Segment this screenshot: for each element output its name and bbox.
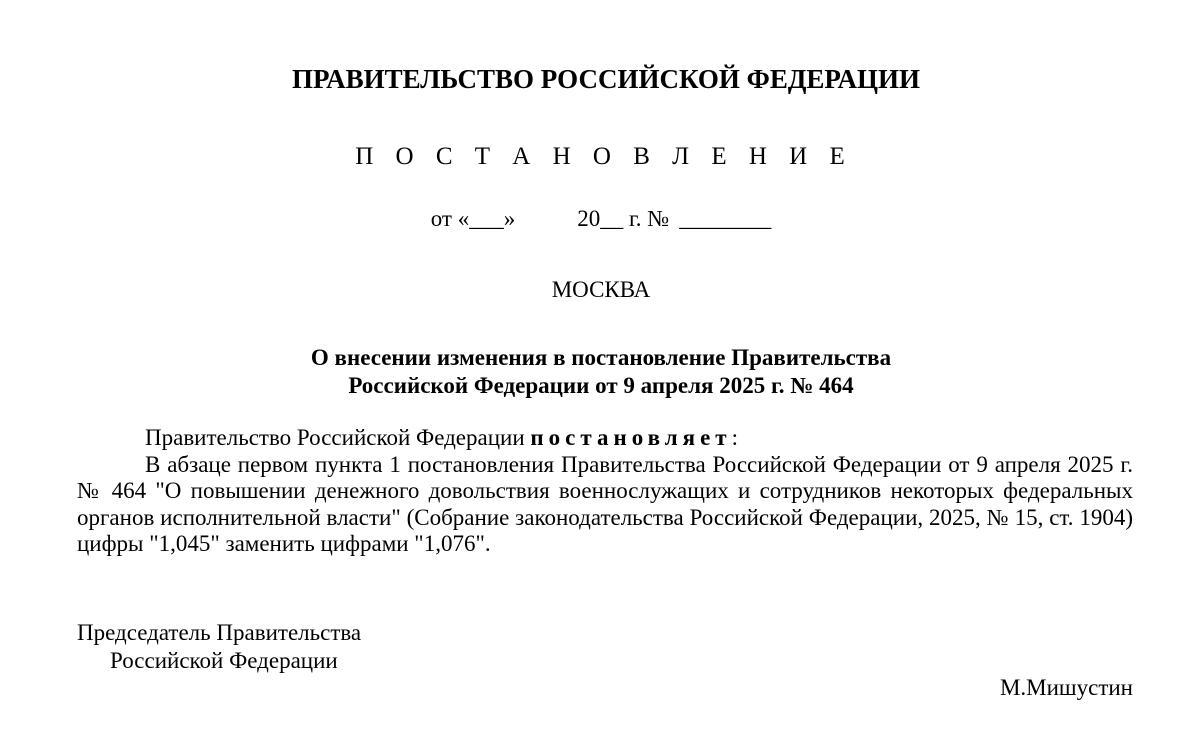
date-line	[0, 205, 1202, 233]
position-line-1: Председатель Правительства	[77, 620, 362, 645]
date-year: 20__ г. №	[577, 206, 670, 231]
date-from: от «___»	[430, 206, 516, 231]
intro-paragraph	[77, 425, 1133, 452]
intro-verb: постановляет	[530, 425, 732, 450]
document-body	[77, 425, 1133, 558]
position-line-2: Российской Федерации	[110, 648, 338, 673]
document-number: ________	[679, 206, 772, 231]
signature-position	[77, 619, 361, 675]
document-subject	[0, 344, 1202, 400]
main-paragraph: В абзаце первом пункта 1 постановления Правительства Российской Федерации от 9 апреля 2025 г. № 464 "О повышении денежного довольствия военнослужащих и сотрудников некоторых федеральных органов исполнительной власти" (Собрание законодательства Российской Федерации, 2025, № 15, ст. 1904) цифры "1,045" заменить цифрами "1,076".	[77, 451, 1133, 556]
signatory-name: М.Мишустин	[999, 675, 1133, 700]
government-heading: ПРАВИТЕЛЬСТВО РОССИЙСКОЙ ФЕДЕРАЦИИ	[292, 64, 920, 94]
city: МОСКВА	[551, 277, 651, 302]
intro-suffix: :	[731, 425, 738, 450]
document-type: П О С Т А Н О В Л Е Н И Е	[355, 143, 853, 170]
subject-line-1: О внесении изменения в постановление Правительства	[310, 345, 892, 370]
intro-prefix: Правительство Российской Федерации	[145, 425, 525, 450]
subject-line-2: Российской Федерации от 9 апреля 2025 г. № 464	[348, 373, 854, 398]
